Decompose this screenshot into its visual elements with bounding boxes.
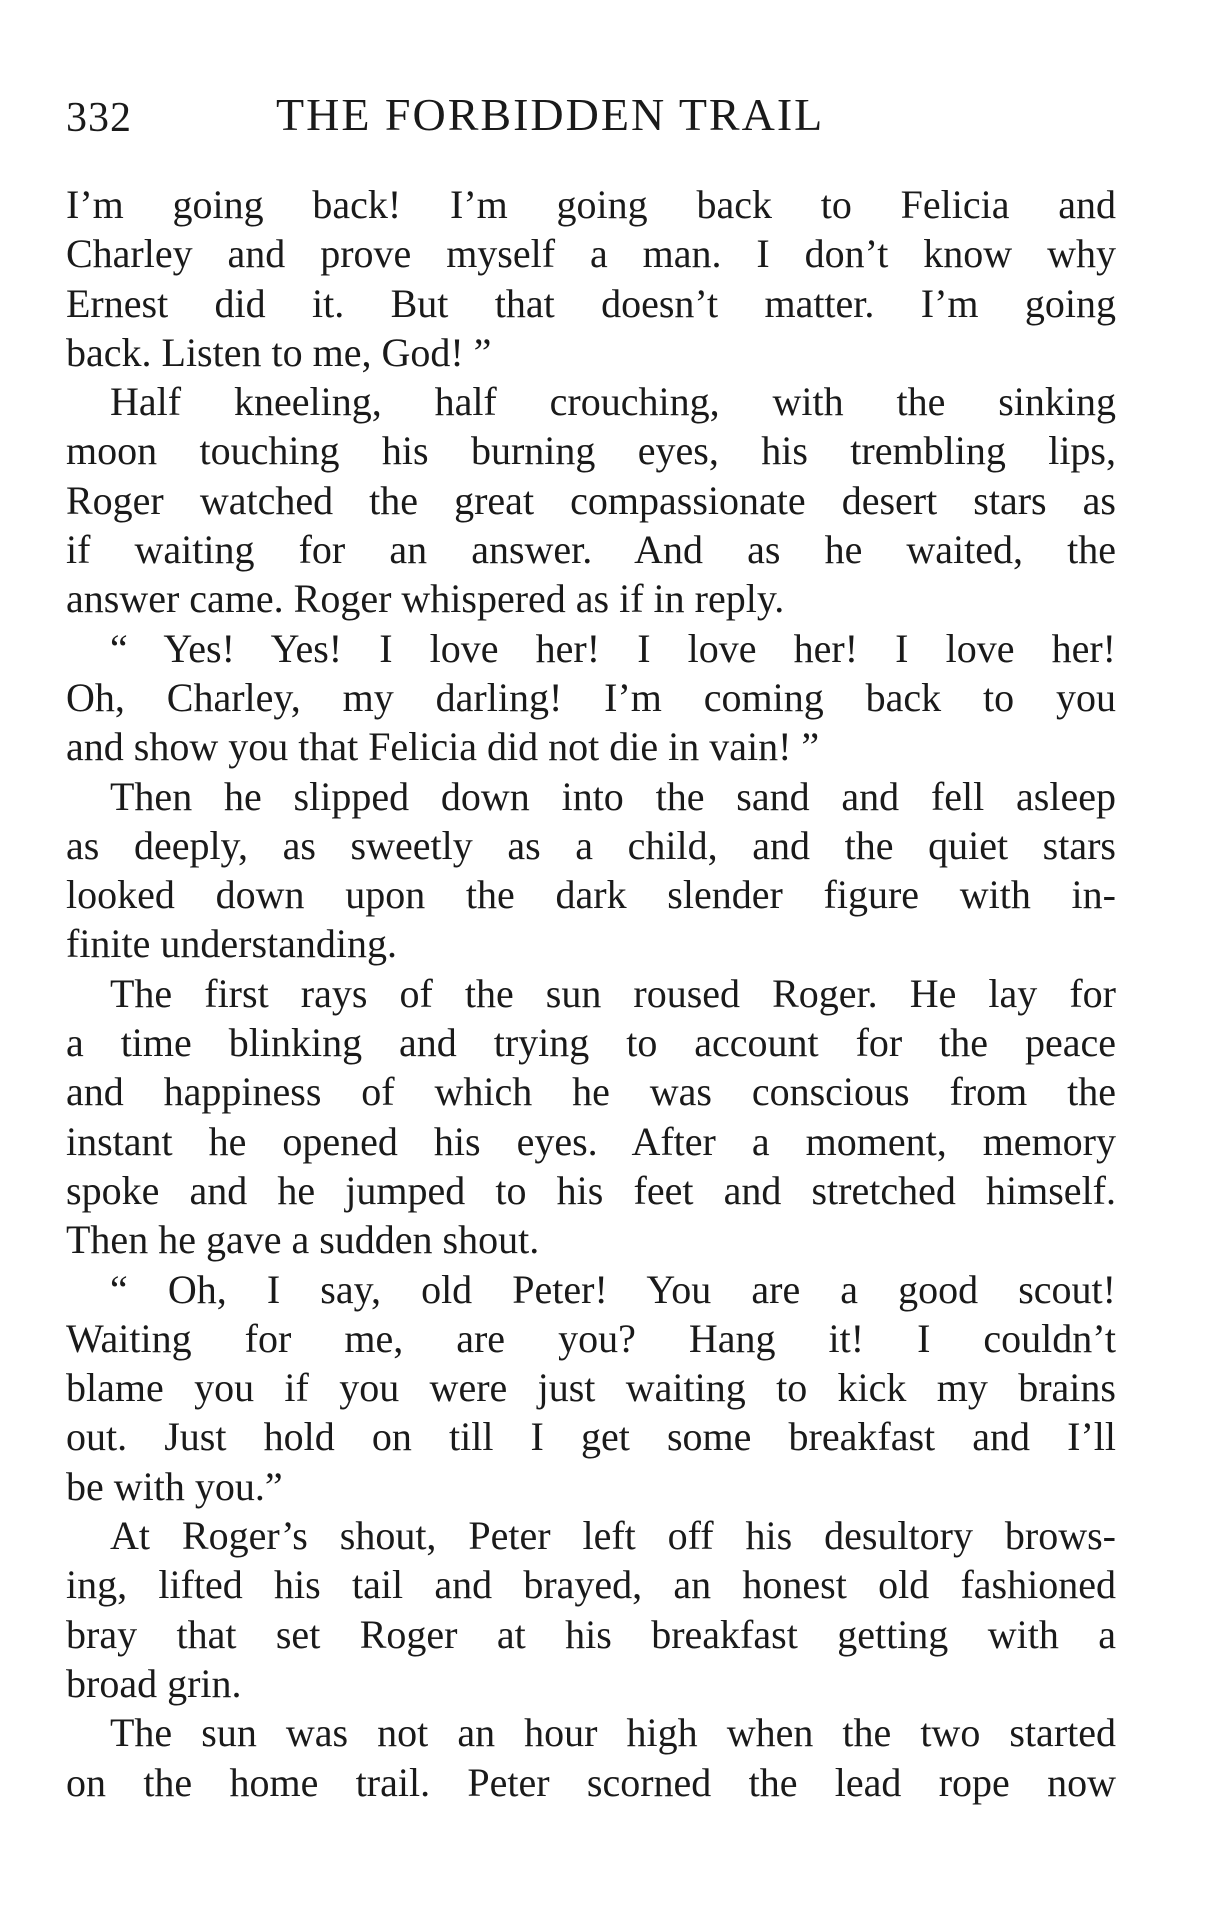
text-line: a time blinking and trying to account for the peace [66,1020,1116,1066]
text-line: instant he opened his eyes. After a moment, memory [66,1118,1116,1164]
text-line: The sun was not an hour high when the two started [110,1710,1116,1756]
text-line: bray that set Roger at his breakfast getting with a [66,1611,1116,1657]
page-number: 332 [66,95,132,141]
text-line: if waiting for an answer. And as he waited, the [66,527,1116,573]
text-line: out. Just hold on till I get some breakfast and I’ll [66,1414,1116,1460]
text-line: I’m going back! I’m going back to Felicia and [66,182,1116,227]
body-text [66,180,1116,1807]
text-line: and show you that Felicia did not die in vain! ” [66,724,820,770]
text-line: Then he slipped down into the sand and fell asleep [110,773,1116,819]
text-line: Oh, Charley, my darling! I’m coming back to you [66,674,1116,720]
text-line: answer came. Roger whispered as if in reply. [66,576,785,622]
text-line: The first rays of the sun roused Roger. He lay for [110,970,1116,1016]
text-line: Waiting for me, are you? Hang it! I couldn’t [66,1315,1116,1361]
text-line: moon touching his burning eyes, his trembling lips, [66,428,1116,474]
text-line: Then he gave a sudden shout. [66,1217,540,1263]
text-line: and happiness of which he was conscious from the [66,1069,1116,1115]
text-line: as deeply, as sweetly as a child, and the quiet stars [66,822,1116,868]
text-line: broad grin. [66,1660,242,1706]
text-line: Charley and prove myself a man. I don’t know why [66,231,1116,277]
text-line: “ Oh, I say, old Peter! You are a good scout! [110,1266,1116,1312]
text-line: finite understanding. [66,921,398,967]
text-line: At Roger’s shout, Peter left off his desultory brows- [110,1513,1116,1559]
running-title: THE FORBIDDEN TRAIL [276,89,825,140]
text-line: on the home trail. Peter scorned the lead rope now [66,1759,1116,1805]
text-line: Ernest did it. But that doesn’t matter. I’m going [66,280,1116,326]
text-line: ing, lifted his tail and brayed, an honest old fashioned [66,1562,1116,1608]
text-line: spoke and he jumped to his feet and stretched himself. [66,1167,1116,1213]
text-line: Roger watched the great compassionate desert stars as [66,477,1116,523]
text-line: “ Yes! Yes! I love her! I love her! I love her! [110,625,1116,671]
text-line: back. Listen to me, God! ” [66,329,492,375]
page-header [66,88,1116,148]
text-line: blame you if you were just waiting to kick my brains [66,1365,1116,1411]
text-line: Half kneeling, half crouching, with the sinking [110,379,1116,425]
text-line: looked down upon the dark slender figure with in- [66,872,1116,918]
text-line: be with you.” [66,1463,283,1509]
